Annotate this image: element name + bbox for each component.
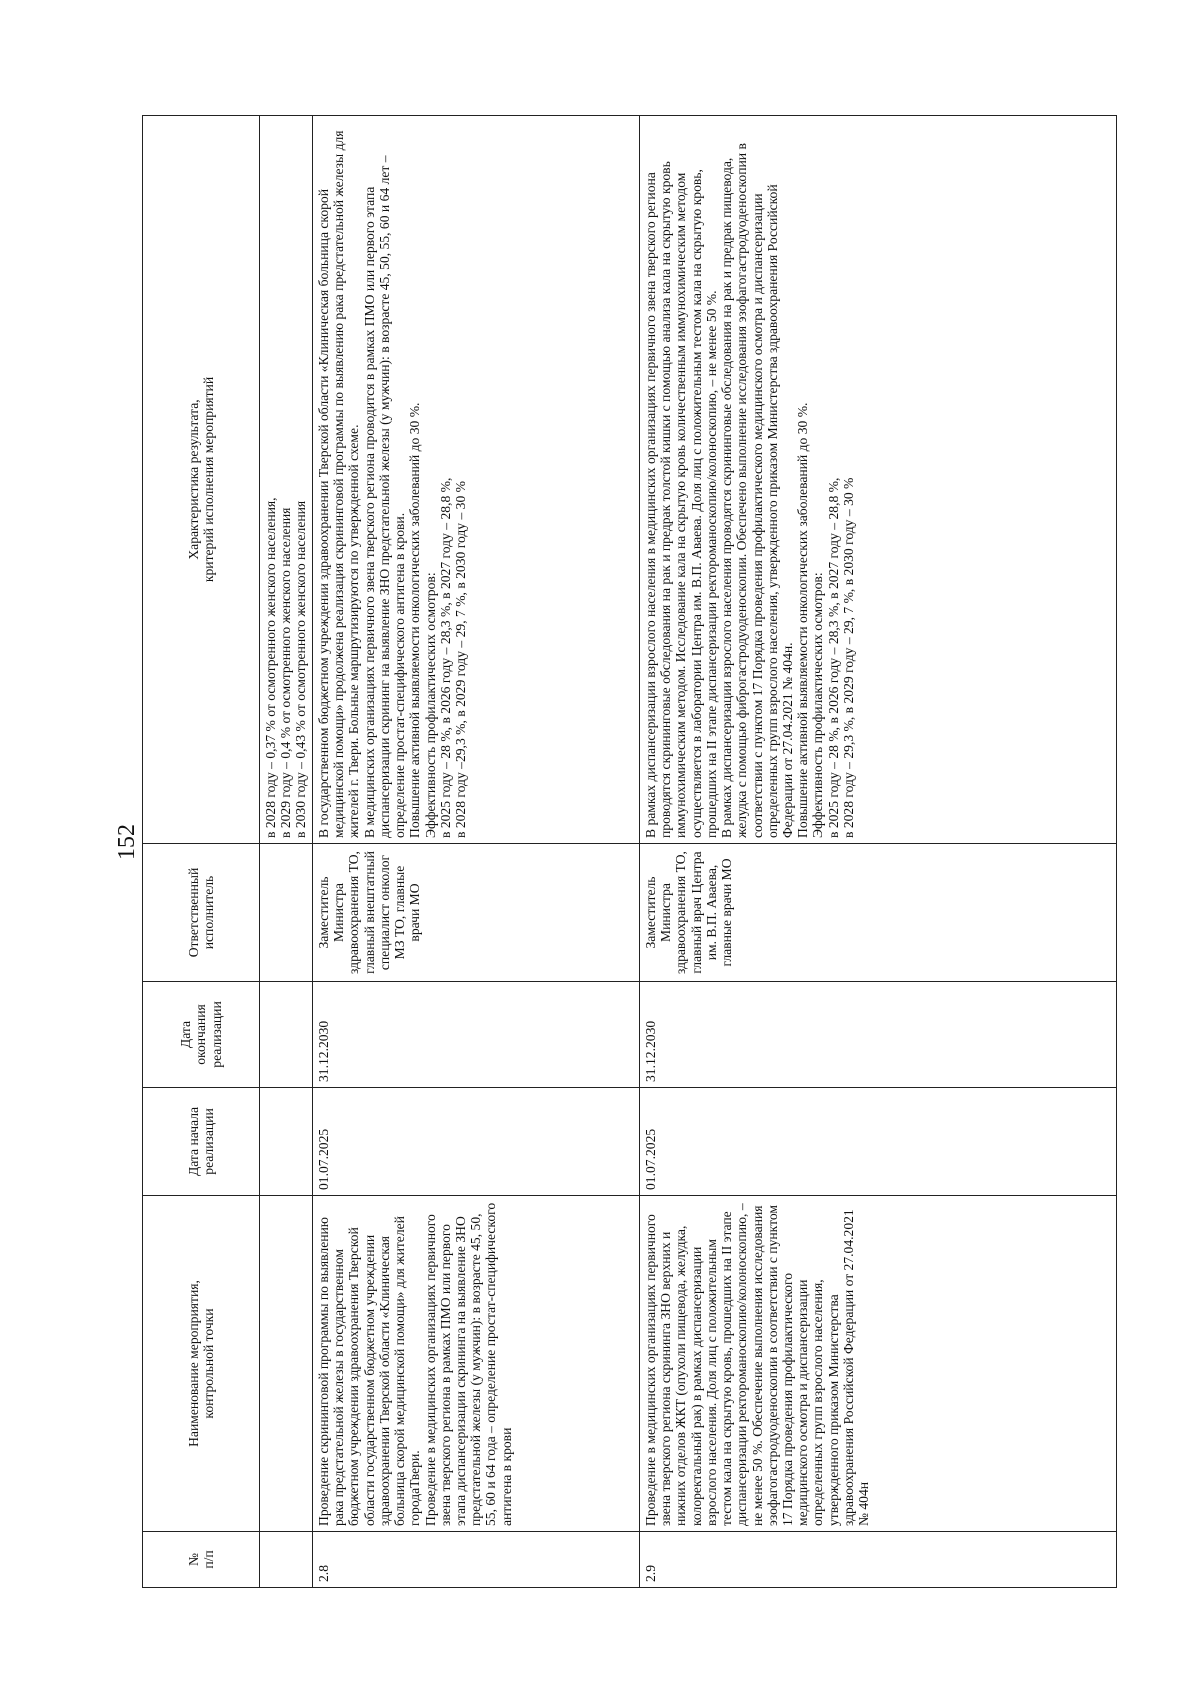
table-row [313, 116, 640, 1588]
header-num: № п/п [143, 1532, 260, 1588]
header-name: Наименование мероприятия, контрольной точки [143, 1196, 260, 1532]
row-executor: Заместитель Министра здравоохранения ТО, главный внештатный специалист онколог МЗ ТО, главные врачи МО [313, 844, 640, 982]
row-end-date: 31.12.2030 [640, 982, 1117, 1088]
cont-num [260, 1532, 313, 1588]
cont-name [260, 1196, 313, 1532]
cont-start [260, 1088, 313, 1196]
cont-end [260, 982, 313, 1088]
measures-table [142, 115, 1117, 1588]
table-row [640, 116, 1117, 1588]
row-start-date: 01.07.2025 [313, 1088, 640, 1196]
row-result: В государственном бюджетном учреждении здравоохранении Тверской области «Клиническая больница скорой медицинской помощи» продолжена реализация скрининговой программы по выявлению рака предстательной железы для жителей г. Твери. Больные маршрутизируются по утвержденной схеме. В медицинских организациях первичного звена тверского региона проводится в рамках ПМО или первого этапа диспансеризации скрининг на выявление ЗНО предстательной железы (у мужчин): в возрасте 45, 50, 55, 60 и 64 лет – определение простат-специфического антигена в крови. Повышение активной выявляемости онкологических заболеваний до 30 %. Эффективность профилактических осмотров: в 2025 году – 28 %, в 2026 году – 28,3 %, в 2027 году – 28,8 %, в 2028 году –29,3 %, в 2029 году – 29, 7 %, в 2030 году – 30 % [313, 116, 640, 844]
row-start-date: 01.07.2025 [640, 1088, 1117, 1196]
row-name: Проведение в медицинских организациях первичного звена тверского региона скрининга ЗНО верхних и нижних отделов ЖКТ (опухоли пищевода, желудка, колоректальный рак) в рамках диспансеризации взрослого населения. Доля лиц с положительным тестом кала на скрытую кровь, прошедших на II этапе диспансеризации ректороманоскопию/колоноскопию, – не менее 50 %. Обеспечение выполнения исследования эзофагогастродуоденоскопии в соответствии с пунктом 17 Порядка проведения профилактического медицинского осмотра и диспансеризации определенных групп взрослого населения, утвержденного приказом Министерства здравоохранения Российской Федерации от 27.04.2021 № 404н [640, 1196, 1117, 1532]
row-executor: Заместитель Министра здравоохранения ТО, главный врач Центра им. В.П. Аваева, главные врачи МО [640, 844, 1117, 982]
table-row-continuation [260, 116, 313, 1588]
header-result: Характеристика результата, критерий исполнения мероприятий [143, 116, 260, 844]
header-end-date: Дата окончания реализации [143, 982, 260, 1088]
cont-result: в 2028 году – 0,37 % от осмотренного женского населения, в 2029 году – 0,4 % от осмотренного женского населения в 2030 году – 0,43 % от осмотренного женского населения [260, 116, 313, 844]
rotated-table-container [142, 116, 1102, 1588]
page-number: 152 [114, 824, 140, 860]
row-end-date: 31.12.2030 [313, 982, 640, 1088]
header-start-date: Дата начала реализации [143, 1088, 260, 1196]
table-header-row [143, 116, 260, 1588]
row-result: В рамках диспансеризации взрослого населения в медицинских организациях первичного звена тверского региона проводятся скрининговые обследования на рак и предрак толстой кишки с помощью анализа кала на скрытую кровь иммунохимическим методом. Исследование кала на скрытую кровь количественным иммунохимическим методом осуществляется в лаборатории Центра им. В.П. Аваева. Доля лиц с положительным тестом кала на скрытую кровь, прошедших на II этапе диспансеризации ректороманоскопию/колоноскопию, – не менее 50 %. В рамках диспансеризации взрослого населения проводятся скрининговые обследования на рак и предрак пищевода, желудка с помощью фиброгастродуоденоскопии. Обеспечено выполнение исследования эзофагогастродуоденоскопии в соответствии с пунктом 17 Порядка проведения профилактического медицинского осмотра и диспансеризации определенных групп взрослого населения, утвержденного приказом Министерства здравоохранения Российской Федерации от 27.04.2021 № 404н. Повышение активной выявляемости онкологических заболеваний до 30 %. Эффективность профилактических осмотров: в 2025 году – 28 %, в 2026 году – 28,3 %, в 2027 году – 28,8 %, в 2028 году – 29,3 %, в 2029 году – 29, 7 %, в 2030 году – 30 % [640, 116, 1117, 844]
row-num: 2.8 [313, 1532, 640, 1588]
cont-executor [260, 844, 313, 982]
header-executor: Ответственный исполнитель [143, 844, 260, 982]
row-name: Проведение скрининговой программы по выявлению рака предстательной железы в государственном бюджетном учреждении здравоохранения Тверской области государственном бюджетном учреждении здравоохранении Тверской области «Клиническая больница скорой медицинской помощи» для жителей городаТвери. Проведение в медицинских организациях первичного звена тверского региона в рамках ПМО или первого этапа диспансеризации скрининга на выявление ЗНО предстательной железы (у мужчин): в возрасте 45, 50, 55, 60 и 64 года – определение простат-специфического антигена в крови [313, 1196, 640, 1532]
row-num: 2.9 [640, 1532, 1117, 1588]
